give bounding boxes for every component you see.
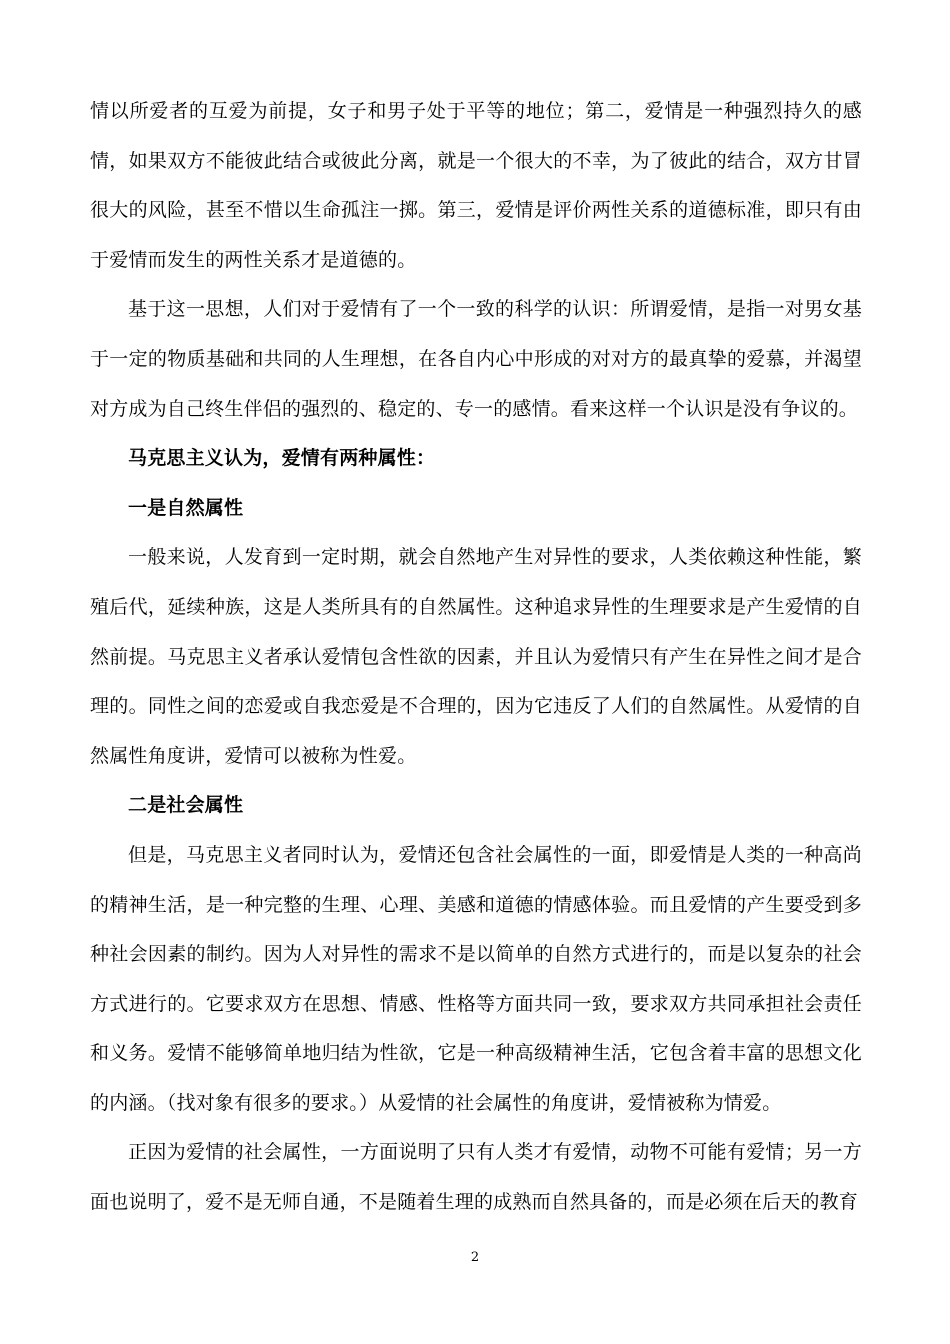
document-body	[90, 87, 862, 1228]
page-number: 2	[470, 1250, 480, 1265]
paragraph-definition: 基于这一思想，人们对于爱情有了一个一致的科学的认识：所谓爱情，是指一对男女基于一定的物质基础和共同的人生理想，在各自内心中形成的对对方的最真挚的爱慕，并渴望对方成为自己终生伴侣的强烈的、稳定的、专一的感情。看来这样一个认识是没有争议的。	[90, 298, 862, 420]
subheading-natural-attribute: 一是自然属性	[128, 496, 244, 519]
paragraph-continued: 情以所爱者的互爱为前提，女子和男子处于平等的地位；第二，爱情是一种强烈持久的感情，如果双方不能彼此结合或彼此分离，就是一个很大的不幸，为了彼此的结合，双方甘冒很大的风险，甚至不惜以生命孤注一掷。第三，爱情是评价两性关系的道德标准，即只有由于爱情而发生的两性关系才是道德的。	[90, 100, 862, 271]
paragraph-natural-attribute: 一般来说，人发育到一定时期，就会自然地产生对异性的要求，人类依赖这种性能，繁殖后代，延续种族，这是人类所具有的自然属性。这种追求异性的生理要求是产生爱情的自然前提。马克思主义者承认爱情包含性欲的因素，并且认为爱情只有产生在异性之间才是合理的。同性之间的恋爱或自我恋爱是不合理的，因为它违反了人们的自然属性。从爱情的自然属性角度讲，爱情可以被称为性爱。	[90, 546, 862, 767]
section-heading-two-attributes: 马克思主义认为，爱情有两种属性：	[128, 447, 436, 470]
paragraph-conclusion: 正因为爱情的社会属性，一方面说明了只有人类才有爱情，动物不可能有爱情；另一方面也说明了，爱不是无师自通，不是随着生理的成熟而自然具备的，而是必须在后天的教育	[90, 1141, 862, 1214]
subheading-social-attribute: 二是社会属性	[128, 794, 244, 817]
paragraph-social-attribute: 但是，马克思主义者同时认为，爱情还包含社会属性的一面，即爱情是人类的一种高尚的精神生活，是一种完整的生理、心理、美感和道德的情感体验。而且爱情的产生要受到多种社会因素的制约。因为人对异性的需求不是以简单的自然方式进行的，而是以复杂的社会方式进行的。它要求双方在思想、情感、性格等方面共同一致，要求双方共同承担社会责任和义务。爱情不能够简单地归结为性欲，它是一种高级精神生活，它包含着丰富的思想文化的内涵。（找对象有很多的要求。）从爱情的社会属性的角度讲，爱情被称为情爱。	[90, 843, 862, 1114]
